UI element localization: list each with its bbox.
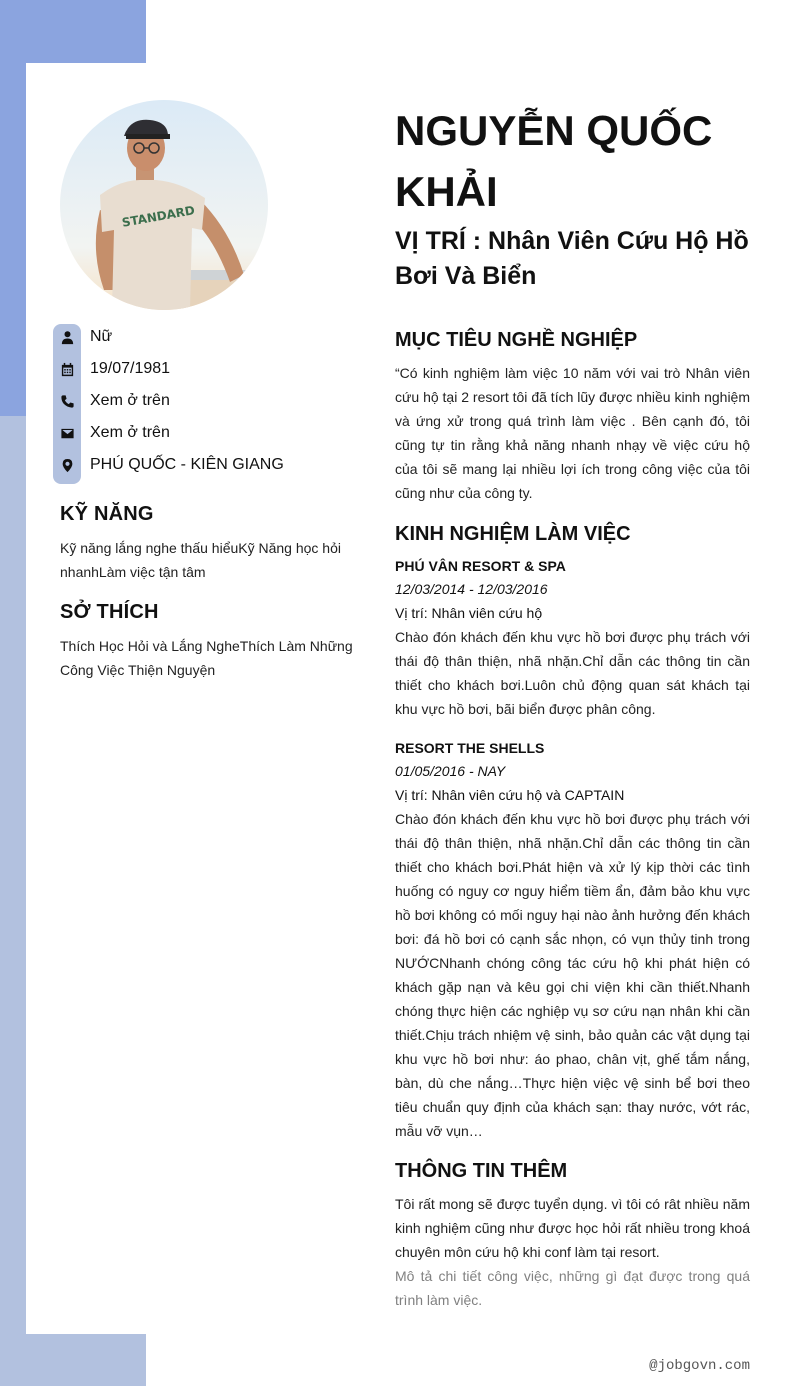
- job-company: PHÚ VÂN RESORT & SPA: [395, 558, 566, 574]
- location-pin-icon: [53, 449, 81, 481]
- gender-value: Nữ: [90, 328, 113, 345]
- birthday-value: 19/07/1981: [90, 360, 171, 377]
- job-entry: [395, 737, 750, 1143]
- email-value: Xem ở trên: [90, 424, 170, 441]
- contact-email: [53, 417, 353, 449]
- hobbies-section: [60, 601, 360, 682]
- footer-watermark: @jobgovn.com: [649, 1358, 750, 1374]
- candidate-position: VỊ TRÍ : Nhân Viên Cứu Hộ Hồ Bơi Và Biển: [395, 227, 749, 290]
- hobbies-text: Thích Học Hỏi và Lắng NgheThích Làm Những Công Việc Thiện Nguyện: [60, 638, 353, 678]
- objective-section: [395, 327, 750, 505]
- svg-text:STANDARD: STANDARD: [120, 203, 196, 230]
- user-icon: [53, 321, 81, 353]
- contact-phone: [53, 385, 353, 417]
- skills-section: [60, 503, 360, 584]
- experience-title: KINH NGHIỆM LÀM VIỆC: [395, 523, 631, 545]
- calendar-icon: [53, 353, 81, 385]
- job-position: Vị trí: Nhân viên cứu hộ và CAPTAIN: [395, 787, 625, 803]
- additional-section: [395, 1158, 750, 1312]
- job-entry: [395, 555, 750, 721]
- job-position: Vị trí: Nhân viên cứu hộ: [395, 605, 543, 621]
- additional-text: Tôi rất mong sẽ được tuyển dụng. vì tôi có rât nhiều năm kinh nghiệm cũng như được học hỏi rất nhiều trong khoá chuyên môn cứu hộ khi conf làm tại resort.: [395, 1196, 750, 1260]
- additional-title: THÔNG TIN THÊM: [395, 1160, 568, 1182]
- additional-placeholder: Mô tả chi tiết công việc, những gì đạt được trong quá trình làm việc.: [395, 1268, 750, 1308]
- candidate-name: NGUYỄN QUỐC KHẢI: [395, 107, 713, 215]
- profile-photo: [60, 100, 268, 310]
- objective-title: MỤC TIÊU NGHỀ NGHIỆP: [395, 329, 638, 351]
- contact-gender: [53, 321, 353, 353]
- job-date: 01/05/2016 - NAY: [395, 763, 506, 779]
- hobbies-title: SỞ THÍCH: [60, 601, 159, 623]
- phone-value: Xem ở trên: [90, 392, 170, 409]
- mail-icon: [53, 417, 81, 449]
- contact-birthday: [53, 353, 353, 385]
- skills-title: KỸ NĂNG: [60, 503, 154, 525]
- contact-address: [53, 449, 353, 481]
- skills-text: Kỹ năng lắng nghe thấu hiểuKỹ Năng học hỏi nhanhLàm việc tận tâm: [60, 540, 341, 580]
- phone-icon: [53, 385, 81, 417]
- objective-text: “Có kinh nghiệm làm việc 10 năm với vai trò Nhân viên cứu hộ tại 2 resort tôi đã tích lũy được nhiều kinh nghiệm và ứng xử trong quá trình làm việc . Bên cạnh đó, tôi cũng tự tin rằng khả năng nhanh nhạy về việc cứu hộ của tôi sẽ mang lại nhiều lợi ích trong công việc của tôi cũng như của công ty.: [395, 365, 750, 501]
- job-company: RESORT THE SHELLS: [395, 740, 545, 756]
- job-description: Chào đón khách đến khu vực hồ bơi được phụ trách với thái độ thân thiện, nhã nhặn.Chỉ dẫn các thông tin cần thiết cho khách bơi.Luôn chủ động quan sát khách tại khu vực hồ bơi, bãi biển được phân công.: [395, 629, 750, 717]
- experience-section: [395, 521, 750, 1143]
- address-value: PHÚ QUỐC - KIÊN GIANG: [90, 456, 284, 473]
- job-date: 12/03/2014 - 12/03/2016: [395, 581, 548, 597]
- job-description: Chào đón khách đến khu vực hồ bơi được phụ trách với thái độ thân thiện, nhã nhặn.Chỉ dẫn các thông tin cần thiết cho khách bơi.Phát hiện và xử lý kịp thời các tình huống có nguy cơ nguy hiểm tiềm ẩn, đảm bảo khu vực hồ bơi không có mối nguy hại nào ảnh hưởng đến khách bơi: đá hồ bơi có cạnh sắc nhọn, có vụn thủy tinh trong NƯỚCNhanh chóng công tác cứu hộ khi phát hiện có khách gặp nạn và kêu gọi chi viện khi cần thiết.Nhanh chóng thực hiện các nghiệp vụ sơ cứu nạn nhân khi cần thiết.Chịu trách nhiệm vệ sinh, bảo quản các vật dụng tại khu vực hồ bơi như: áo phao, chân vịt, ghế tắm nắng, bàn, dù che nắng…Thực hiện việc vệ sinh bể bơi theo tiêu chuẩn quy định của khách sạn: thay nước, vớt rác, mẫu vỡ vụn…: [395, 811, 750, 1139]
